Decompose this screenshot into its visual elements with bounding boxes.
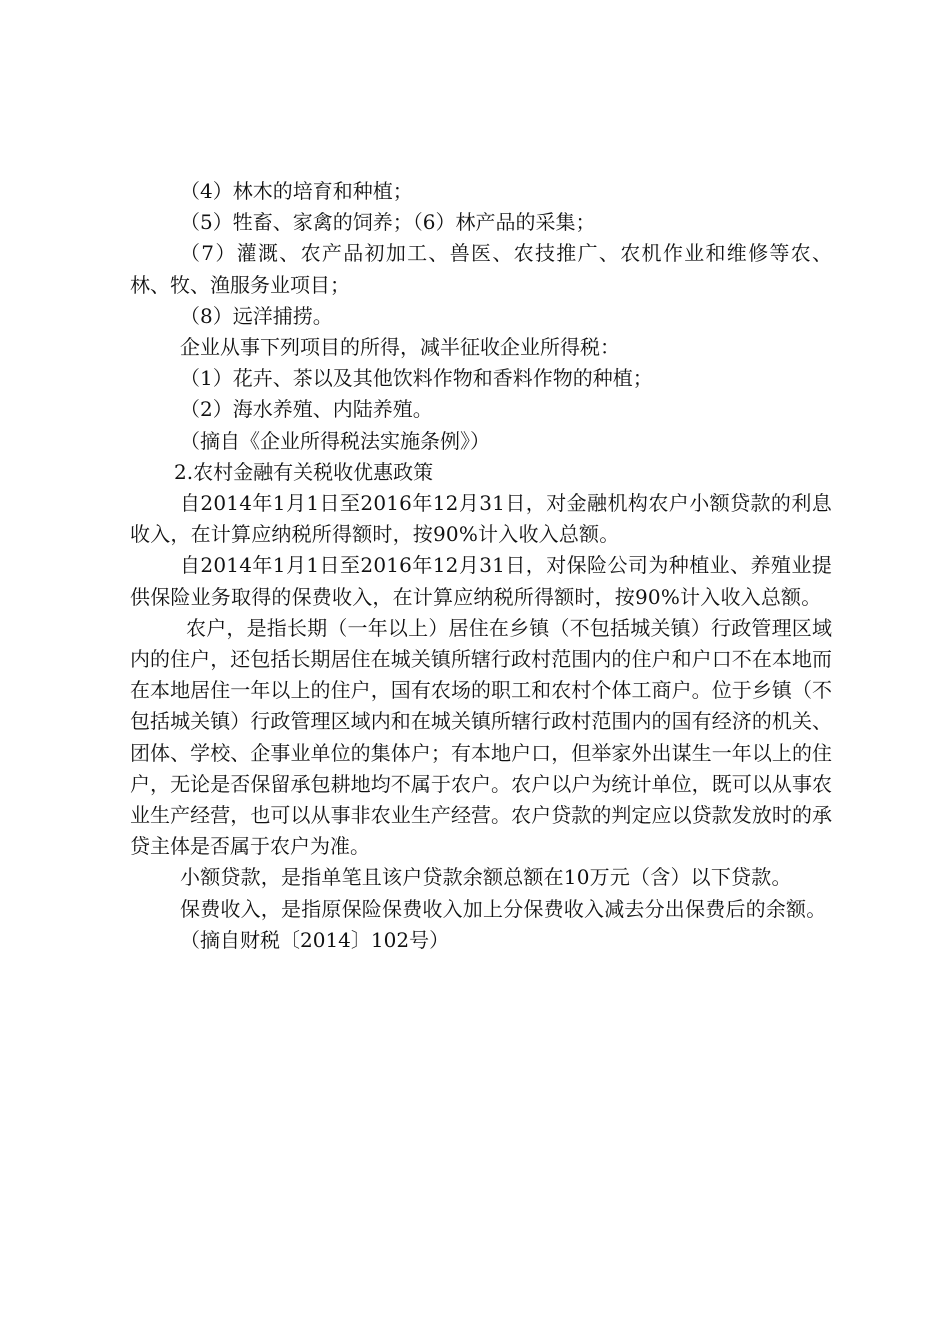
- paragraph-farmer-definition: 农户，是指长期（一年以上）居住在乡镇（不包括城关镇）行政管理区域内的住户，还包括长期居住在城关镇所辖行政村范围内的住户和户口不在本地而在本地居住一年以上的住户，国有农场的职工和农村个体工商户。位于乡镇（不包括城关镇）行政管理区域内和在城关镇所辖行政村范围内的国有经济的机关、团体、学校、企事业单位的集体户；有本地户口，但举家外出谋生一年以上的住户，无论是否保留承包耕地均不属于农户。农户以户为统计单位，既可以从事农业生产经营，也可以从事非农业生产经营。农户贷款的判定应以贷款发放时的承贷主体是否属于农户为准。: [130, 615, 832, 859]
- section-heading-rural-finance: 2.农村金融有关税收优惠政策: [174, 459, 434, 484]
- list-item-forestry-cultivation: （4）林木的培育和种植；: [180, 179, 413, 203]
- list-item-agricultural-services: （7）灌溉、农产品初加工、兽医、农技推广、农机作业和维修等农、林、牧、渔服务业项目；: [130, 241, 832, 297]
- paragraph-insurance-premium: 自2014年1月1日至2016年12月31日，对保险公司为种植业、养殖业提供保险业务取得的保费收入，在计算应纳税所得额时，按90%计入收入总额。: [130, 553, 832, 609]
- source-note-tax-document: （摘自财税〔2014〕102号）: [180, 927, 450, 952]
- document-body: [130, 176, 832, 956]
- list-item-livestock-forest-products: （5）牲畜、家禽的饲养；（6）林产品的采集；: [180, 210, 596, 235]
- paragraph-loan-interest: 自2014年1月1日至2016年12月31日，对金融机构农户小额贷款的利息收入，在计算应纳税所得额时，按90%计入收入总额。: [130, 491, 832, 547]
- list-item-flowers-tea: （1）花卉、茶以及其他饮料作物和香料作物的种植；: [180, 366, 653, 391]
- list-item-ocean-fishing: （8）远洋捕捞。: [180, 303, 333, 328]
- paragraph-half-tax-intro: 企业从事下列项目的所得，减半征收企业所得税：: [180, 335, 620, 360]
- paragraph-premium-income-definition: 保费收入，是指原保险保费收入加上分保费收入减去分出保费后的余额。: [180, 896, 827, 921]
- list-item-aquaculture: （2）海水养殖、内陆养殖。: [180, 397, 433, 422]
- paragraph-small-loan-definition: 小额贷款，是指单笔且该户贷款余额总额在10万元（含）以下贷款。: [180, 865, 792, 890]
- source-note-regulation: （摘自《企业所得税法实施条例》）: [180, 428, 490, 453]
